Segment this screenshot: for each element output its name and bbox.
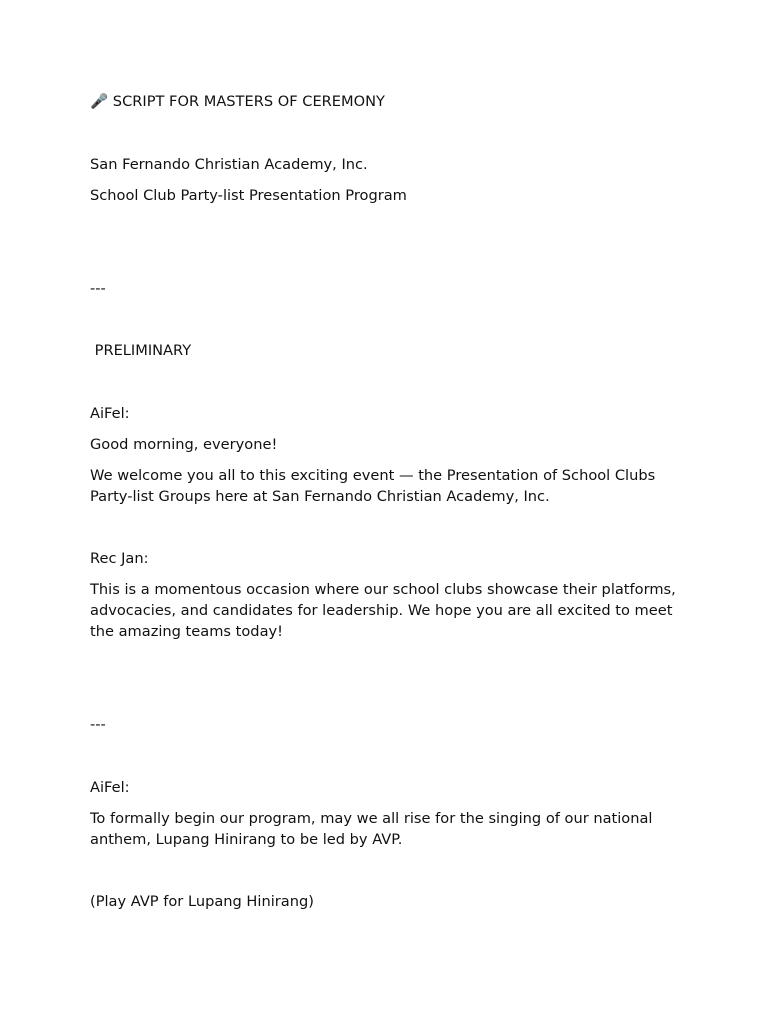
school-name: San Fernando Christian Academy, Inc. <box>90 156 368 173</box>
script-line: We welcome you all to this exciting event — the Presentation of School Clubs Party-list Groups here at San Fernando Christian Academy, Inc. <box>90 467 660 505</box>
program-name: School Club Party-list Presentation Program <box>90 187 407 204</box>
script-line: Good morning, everyone! <box>90 436 278 453</box>
separator: --- <box>90 716 106 733</box>
script-heading: 🎤 SCRIPT FOR MASTERS OF CEREMONY <box>90 93 385 110</box>
stage-direction: (Play AVP for Lupang Hinirang) <box>90 893 314 910</box>
speaker-label: AiFel: <box>90 405 130 422</box>
script-line: This is a momentous occasion where our school clubs showcase their platforms, advocacies, and candidates for leadership. We hope you are all excited to meet the amazing teams today! <box>90 581 681 640</box>
separator: --- <box>90 280 106 297</box>
script-line: To formally begin our program, may we all rise for the singing of our national anthem, Lupang Hinirang to be led by AVP. <box>90 810 658 848</box>
speaker-label: Rec Jan: <box>90 550 149 567</box>
section-preliminary: PRELIMINARY <box>90 342 192 359</box>
speaker-label: AiFel: <box>90 779 130 796</box>
